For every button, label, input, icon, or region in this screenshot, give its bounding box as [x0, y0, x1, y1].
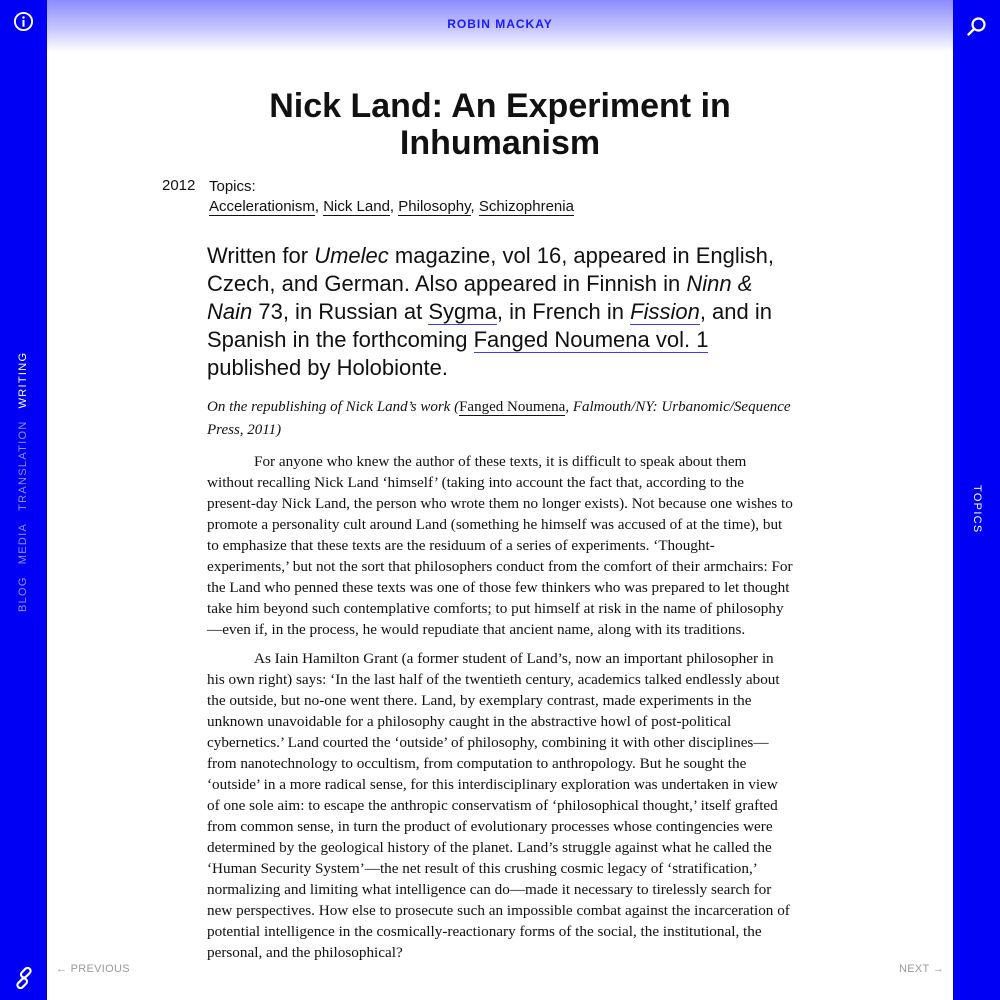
- article-year: 2012: [162, 177, 196, 194]
- nav-item-media[interactable]: MEDIA: [17, 522, 29, 565]
- sygma-link[interactable]: Sygma: [428, 299, 497, 324]
- topics-label: Topics:: [209, 178, 256, 195]
- subtitle-text: , Falmouth/NY: Urbanomic/Sequence Press, 2011): [207, 399, 791, 438]
- article-body: [207, 451, 794, 971]
- lead-text: 73, in Russian at: [252, 299, 429, 324]
- nav-item-translation[interactable]: TRANSLATION: [17, 420, 29, 511]
- topics-toggle[interactable]: TOPICS: [971, 485, 983, 534]
- nav-item-writing[interactable]: WRITING: [17, 351, 29, 409]
- topic-link-philosophy[interactable]: Philosophy: [398, 198, 471, 215]
- nav-item-blog[interactable]: BLOG: [17, 576, 29, 612]
- link-icon[interactable]: [12, 966, 36, 990]
- previous-link[interactable]: ← PREVIOUS: [56, 963, 130, 975]
- next-link[interactable]: NEXT →: [899, 963, 944, 975]
- search-icon[interactable]: [966, 16, 988, 38]
- page-title: Nick Land: An Experiment in Inhumanism: [269, 87, 731, 162]
- fanged-noumena-link[interactable]: Fanged Noumena: [459, 399, 566, 415]
- fission-link[interactable]: Fission: [630, 299, 700, 324]
- topics-block: [209, 177, 574, 217]
- topics-list: Accelerationism, Nick Land, Philosophy, Schizophrenia: [209, 198, 574, 215]
- topic-link-accelerationism[interactable]: Accelerationism: [209, 198, 315, 215]
- section-nav: [0, 340, 47, 612]
- site-title[interactable]: ROBIN MACKAY: [447, 17, 553, 31]
- lead-text: published by Holobionte.: [207, 355, 448, 380]
- info-icon[interactable]: [13, 11, 34, 32]
- lead-text: , and in Spanish in the forthcoming: [207, 299, 772, 352]
- fanged-noumena-vol1-link[interactable]: Fanged Noumena vol. 1: [473, 327, 709, 352]
- lead-italic: Umelec: [314, 243, 389, 268]
- lead-italic: Ninn & Nain: [207, 271, 753, 324]
- body-paragraph: As Iain Hamilton Grant (a former student of Land’s, now an important philosopher in his own right) says: ‘In the last half of the twentieth century, academics talked endlessly about the outside, but no-one went there. Land, by exemplary contrast, made experiments in the unknown unavoidable for a philosophy caught in the abstractive howl of post-political cybernetics.’ Land courted the ‘outside’ of philosophy, combining it with other disciplines—from nanotechnology to occultism, from computation to anthropology. But he sought the ‘outside’ in a more radical sense, for this interdisciplinary exploration was undertaken in view of one sole aim: to escape the anthropic conservatism of ‘philosophical thought,’ itself grafted from common sense, in turn the product of evolutionary processes whose contingencies were determined by the geological history of the planet. Land’s struggle against what he called the ‘Human Security System’—the net result of this crushing cosmic legacy of ‘stratification,’ normalizing and limiting what intelligence can do—made it necessary to tirelessly search for new perspectives. How else to prosecute such an impossible combat against the incarceration of potential intelligence in the cosmically-reactionary forms of the social, the institutional, the personal, and the philosophical?: [207, 650, 790, 961]
- lead-text: magazine, vol 16, appeared in English, Czech, and German. Also appeared in Finnish in: [207, 243, 775, 296]
- lead-text: Written for: [207, 243, 315, 268]
- topic-link-nick-land[interactable]: Nick Land: [323, 198, 390, 215]
- article-subtitle: [207, 396, 797, 442]
- body-paragraph: For anyone who knew the author of these texts, it is difficult to speak about them without recalling Nick Land ‘himself’ (taking into account the fact that, according to the present-day Nick Land, the person who wrote them no longer exists). Not because one wishes to promote a personality cult around Land (something he himself was accused of at the time), but to emphasize that these texts are the residuum of a series of experiments. ‘Thought-experiments,’ but not the sort that philosophers conduct from the comfort of their armchairs: For the Land who penned these texts was one of those few thinkers who was prepared to let thought take him beyond such contemplative comforts; to put himself at risk in the name of philosophy—even if, in the process, he would repudiate that ancient name, along with its traditions.: [207, 453, 793, 638]
- topic-link-schizophrenia[interactable]: Schizophrenia: [478, 198, 574, 215]
- subtitle-text: On the republishing of Nick Land’s work (: [207, 399, 460, 415]
- lead-text: , in French in: [496, 299, 631, 324]
- article-lead: [207, 242, 797, 382]
